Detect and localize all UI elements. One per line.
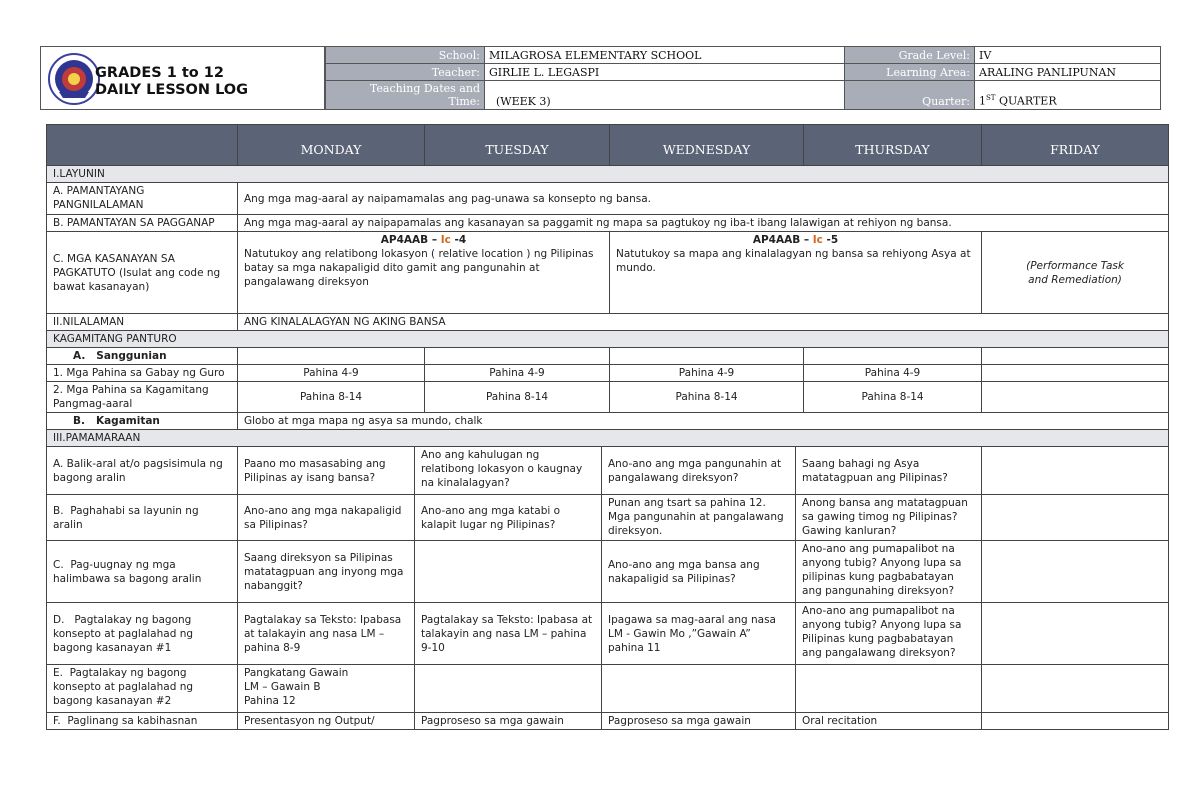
paghahabi-tuesday: Ano-ano ang mga katabi o kalapit lugar ng Pilipinas? [415, 495, 602, 541]
kagamitang-wednesday: Pahina 8-14 [610, 382, 804, 413]
kasanayan-code-1 [238, 232, 610, 314]
balik-tuesday: Ano ang kahulugan ng relatibong lokasyon o kaugnay na kinalalagyan? [415, 447, 602, 495]
header-logo-box [40, 46, 325, 110]
row-b-kagamitan [47, 413, 1169, 430]
balik-wednesday: Ano-ano ang mga pangunahin at pangalawang direksyon? [602, 447, 796, 495]
row-pagtalakay-1 [47, 603, 1169, 665]
school-info-table [325, 46, 1161, 110]
row-sanggunian [47, 348, 1169, 365]
kagamitang-monday: Pahina 8-14 [238, 382, 425, 413]
balik-monday: Paano mo masasabing ang Pilipinas ay isang bansa? [238, 447, 415, 495]
gabay-wednesday: Pahina 4-9 [610, 365, 804, 382]
label-pamantayang: A. PAMANTAYANG PANGNILALAMAN [47, 183, 238, 215]
paglinang-monday: Presentasyon ng Output/ [238, 713, 415, 730]
quarter-label: Quarter: [845, 81, 975, 110]
paglinang-thursday: Oral recitation [796, 713, 982, 730]
gabay-monday: Pahina 4-9 [238, 365, 425, 382]
balik-friday [982, 447, 1169, 495]
balik-thursday: Saang bahagi ng Asya matatagpuan ang Pilipinas? [796, 447, 982, 495]
label-gabay: 1. Mga Pahina sa Gabay ng Guro [47, 365, 238, 382]
day-friday: FRIDAY [982, 125, 1169, 166]
pag-uugnay-monday: Saang direksyon sa Pilipinas matatagpuan ang inyong mga nabanggit? [238, 541, 415, 603]
label-sanggunian: A. Sanggunian [47, 348, 238, 365]
gabay-tuesday: Pahina 4-9 [425, 365, 610, 382]
row-pagtalakay-2 [47, 665, 1169, 713]
label-pagtalakay-1: D. Pagtalakay ng bagong konsepto at paglalahad ng bagong kasanayan #1 [47, 603, 238, 665]
pag-uugnay-wednesday: Ano-ano ang mga bansa ang nakapaligid sa Pilipinas? [602, 541, 796, 603]
label-kasanayan: C. MGA KASANAYAN SA PAGKATUTO (Isulat ang code ng bawat kasanayan) [47, 232, 238, 314]
area-value: ARALING PANLIPUNAN [975, 64, 1161, 81]
dates-value: (WEEK 3) [485, 81, 845, 110]
section-layunin: I.LAYUNIN [47, 166, 1169, 183]
paghahabi-monday: Ano-ano ang mga nakapaligid sa Pilipinas? [238, 495, 415, 541]
label-balik-aral: A. Balik-aral at/o pagsisimula ng bagong aralin [47, 447, 238, 495]
paghahabi-thursday: Anong bansa ang matatagpuan sa gawing timog ng Pilipinas? Gawing kanluran? [796, 495, 982, 541]
competency-code-2: AP4AAB – Ic -5 [752, 234, 839, 246]
row-kasanayan [47, 232, 1169, 314]
row-gabay-guro [47, 365, 1169, 382]
pagtalakay-2-monday: Pangkatang Gawain LM – Gawain B Pahina 12 [238, 665, 415, 713]
daily-lesson-log-table [46, 124, 1169, 730]
deped-seal-icon [47, 52, 101, 106]
day-wednesday: WEDNESDAY [610, 125, 804, 166]
kagamitang-thursday: Pahina 8-14 [804, 382, 982, 413]
area-label: Learning Area: [845, 64, 975, 81]
day-monday: MONDAY [238, 125, 425, 166]
competency-text-2: Natutukoy sa mapa ang kinalalagyan ng bansa sa rehiyong Asya at mundo. [616, 248, 971, 274]
row-paghahabi [47, 495, 1169, 541]
section-pamamaraan: III.PAMAMARAAN [47, 430, 1169, 447]
page-title [95, 65, 248, 99]
label-b-kagamitan: B. Kagamitan [47, 413, 238, 430]
label-pagganap: B. PAMANTAYAN SA PAGGANAP [47, 215, 238, 232]
teacher-label: Teacher: [326, 64, 485, 81]
pag-uugnay-thursday: Ano-ano ang pumapalibot na anyong tubig? Anyong lupa sa pilipinas kung pagbabatayan ang pangunahing direksyon? [796, 541, 982, 603]
label-pagtalakay-2: E. Pagtalakay ng bagong konsepto at paglalahad ng bagong kasanayan #2 [47, 665, 238, 713]
row-balik-aral [47, 447, 1169, 495]
performance-task: (Performance Task and Remediation) [982, 232, 1169, 314]
day-header-row [47, 125, 1169, 166]
label-nilalaman: II.NILALAMAN [47, 314, 238, 331]
day-thursday: THURSDAY [804, 125, 982, 166]
pagtalakay-1-thursday: Ano-ano ang pumapalibot na anyong tubig? Anyong lupa sa Pilipinas kung pagbabatayan ang pangalawang direksyon? [796, 603, 982, 665]
label-pag-uugnay: C. Pag-uugnay ng mga halimbawa sa bagong aralin [47, 541, 238, 603]
paglinang-tuesday: Pagproseso sa mga gawain [415, 713, 602, 730]
school-label: School: [326, 47, 485, 64]
quarter-value: 1ST QUARTER [975, 81, 1161, 110]
row-kagamitang-pangmag-aaral [47, 382, 1169, 413]
kagamitang-tuesday: Pahina 8-14 [425, 382, 610, 413]
row-paglinang [47, 713, 1169, 730]
row-pamantayan-pagganap [47, 215, 1169, 232]
pag-uugnay-friday [982, 541, 1169, 603]
value-pamantayang: Ang mga mag-aaral ay naipamamalas ang pag-unawa sa konsepto ng bansa. [238, 183, 1169, 215]
day-header-blank [47, 125, 238, 166]
value-nilalaman: ANG KINALALAGYAN NG AKING BANSA [238, 314, 1169, 331]
grade-label: Grade Level: [845, 47, 975, 64]
paghahabi-wednesday: Punan ang tsart sa pahina 12. Mga pangunahin at pangalawang direksyon. [602, 495, 796, 541]
paghahabi-friday [982, 495, 1169, 541]
teacher-value: GIRLIE L. LEGASPI [485, 64, 845, 81]
pagtalakay-1-tuesday: Pagtalakay sa Teksto: Ipabasa at talakayin ang nasa LM – pahina 9-10 [415, 603, 602, 665]
paglinang-friday [982, 713, 1169, 730]
label-kagamitang: 2. Mga Pahina sa Kagamitang Pangmag-aaral [47, 382, 238, 413]
title-line-1: GRADES 1 to 12 [95, 65, 224, 81]
row-pag-uugnay [47, 541, 1169, 603]
label-paghahabi: B. Paghahabi sa layunin ng aralin [47, 495, 238, 541]
pag-uugnay-tuesday [415, 541, 602, 603]
gabay-thursday: Pahina 4-9 [804, 365, 982, 382]
label-paglinang: F. Paglinang sa kabihasnan [47, 713, 238, 730]
row-pamantayang-pangnilalaman [47, 183, 1169, 215]
grade-value: IV [975, 47, 1161, 64]
pagtalakay-1-wednesday: Ipagawa sa mag-aaral ang nasa LM - Gawin Mo ,”Gawain A” pahina 11 [602, 603, 796, 665]
dates-label: Teaching Dates and Time: [326, 81, 485, 110]
row-nilalaman [47, 314, 1169, 331]
value-pagganap: Ang mga mag-aaral ay naipapamalas ang kasanayan sa paggamit ng mapa sa pagtukoy ng iba-t ibang lalawigan at rehiyon ng bansa. [238, 215, 1169, 232]
school-value: MILAGROSA ELEMENTARY SCHOOL [485, 47, 845, 64]
value-b-kagamitan: Globo at mga mapa ng asya sa mundo, chalk [238, 413, 1169, 430]
day-tuesday: TUESDAY [425, 125, 610, 166]
section-kagamitang-panturo: KAGAMITANG PANTURO [47, 331, 1169, 348]
competency-code-1: AP4AAB – Ic -4 [380, 234, 467, 246]
paglinang-wednesday: Pagproseso sa mga gawain [602, 713, 796, 730]
pagtalakay-1-monday: Pagtalakay sa Teksto: Ipabasa at talakayin ang nasa LM – pahina 8-9 [238, 603, 415, 665]
competency-text-1: Natutukoy ang relatibong lokasyon ( relative location ) ng Pilipinas batay sa mga nakapaligid dito gamit ang pangunahin at pangalawang direksyon [244, 248, 594, 288]
title-line-2: DAILY LESSON LOG [95, 82, 249, 98]
kasanayan-code-2 [610, 232, 982, 314]
pagtalakay-1-friday [982, 603, 1169, 665]
